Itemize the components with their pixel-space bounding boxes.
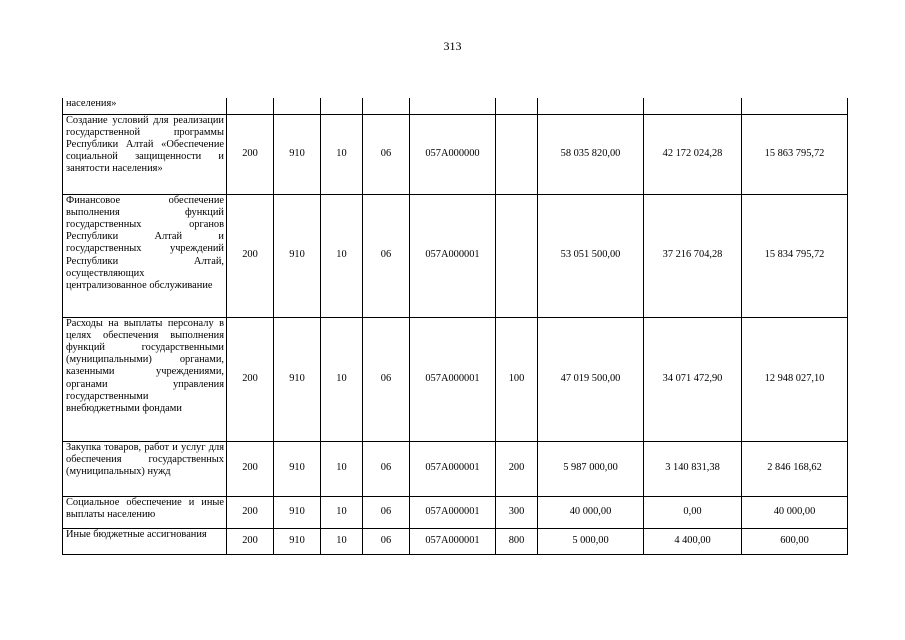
cell-col2: 910 xyxy=(274,194,321,317)
cell-col5 xyxy=(410,98,496,114)
cell-col3: 10 xyxy=(321,528,363,554)
cell-col8: 34 071 472,90 xyxy=(644,317,742,441)
cell-col9: 12 948 027,10 xyxy=(742,317,848,441)
row-name: Расходы на выплаты персоналу в целях обеспечения выполнения функций государственными (муниципальными) органами, казенными учреждениями, органами управления государственными внебюджетными фондами xyxy=(66,317,224,414)
cell-col1: 200 xyxy=(227,194,274,317)
cell-col4: 06 xyxy=(363,194,410,317)
cell-col1: 200 xyxy=(227,114,274,194)
row-name-cell xyxy=(63,114,227,194)
cell-col2: 910 xyxy=(274,441,321,496)
cell-col6 xyxy=(496,114,538,194)
cell-col9: 15 863 795,72 xyxy=(742,114,848,194)
cell-col4 xyxy=(363,98,410,114)
table-row xyxy=(63,194,848,317)
row-name: Социальное обеспечение и иные выплаты населению xyxy=(66,496,224,520)
cell-col7 xyxy=(538,98,644,114)
cell-col7: 58 035 820,00 xyxy=(538,114,644,194)
cell-col2: 910 xyxy=(274,496,321,528)
row-name-cell xyxy=(63,98,227,114)
cell-col3: 10 xyxy=(321,194,363,317)
cell-col9: 15 834 795,72 xyxy=(742,194,848,317)
cell-col9: 40 000,00 xyxy=(742,496,848,528)
row-name: Закупка товаров, работ и услуг для обеспечения государственных (муниципальных) нужд xyxy=(66,441,224,477)
cell-col4: 06 xyxy=(363,441,410,496)
cell-col6 xyxy=(496,194,538,317)
row-name-cell xyxy=(63,528,227,554)
cell-col1: 200 xyxy=(227,317,274,441)
cell-col7: 47 019 500,00 xyxy=(538,317,644,441)
row-name: Иные бюджетные ассигнования xyxy=(66,528,207,540)
cell-col5: 057А000001 xyxy=(410,528,496,554)
row-name: Создание условий для реализации государственной программы Республики Алтай «Обеспечение социальной защищенности и занятости населения» xyxy=(66,114,224,175)
cell-col8: 0,00 xyxy=(644,496,742,528)
cell-col4: 06 xyxy=(363,496,410,528)
page-number: 313 xyxy=(443,39,462,53)
cell-col6: 800 xyxy=(496,528,538,554)
row-name: Финансовое обеспечение выполнения функций государственных органов Республики Алтай и государственных учреждений Республики Алтай, осуществляющих централизованное обслуживание xyxy=(66,194,224,291)
cell-col8 xyxy=(644,98,742,114)
cell-col2: 910 xyxy=(274,528,321,554)
cell-col8: 3 140 831,38 xyxy=(644,441,742,496)
cell-col7: 53 051 500,00 xyxy=(538,194,644,317)
cell-col3: 10 xyxy=(321,496,363,528)
row-name: населения» xyxy=(66,98,117,109)
cell-col7: 5 000,00 xyxy=(538,528,644,554)
cell-col2: 910 xyxy=(274,114,321,194)
cell-col3: 10 xyxy=(321,441,363,496)
cell-col3: 10 xyxy=(321,114,363,194)
cell-col8: 37 216 704,28 xyxy=(644,194,742,317)
cell-col4: 06 xyxy=(363,528,410,554)
cell-col9: 2 846 168,62 xyxy=(742,441,848,496)
cell-col9: 600,00 xyxy=(742,528,848,554)
cell-col1: 200 xyxy=(227,441,274,496)
cell-col4: 06 xyxy=(363,114,410,194)
cell-col8: 4 400,00 xyxy=(644,528,742,554)
cell-col5: 057А000001 xyxy=(410,194,496,317)
cell-col1: 200 xyxy=(227,496,274,528)
row-name-cell xyxy=(63,317,227,441)
table-row xyxy=(63,114,848,194)
table-row xyxy=(63,441,848,496)
cell-col6: 100 xyxy=(496,317,538,441)
cell-col1: 200 xyxy=(227,528,274,554)
row-name-cell xyxy=(63,194,227,317)
cell-col6: 200 xyxy=(496,441,538,496)
cell-col7: 40 000,00 xyxy=(538,496,644,528)
cell-col2: 910 xyxy=(274,317,321,441)
cell-col6 xyxy=(496,98,538,114)
cell-col5: 057А000001 xyxy=(410,441,496,496)
cell-col3 xyxy=(321,98,363,114)
cell-col6: 300 xyxy=(496,496,538,528)
cell-col4: 06 xyxy=(363,317,410,441)
cell-col5: 057А000000 xyxy=(410,114,496,194)
table-row xyxy=(63,496,848,528)
cell-col8: 42 172 024,28 xyxy=(644,114,742,194)
budget-table xyxy=(62,98,848,555)
cell-col9 xyxy=(742,98,848,114)
row-name-cell xyxy=(63,441,227,496)
cell-col7: 5 987 000,00 xyxy=(538,441,644,496)
cell-col3: 10 xyxy=(321,317,363,441)
cell-col2 xyxy=(274,98,321,114)
cell-col1 xyxy=(227,98,274,114)
table-row xyxy=(63,98,848,114)
cell-col5: 057А000001 xyxy=(410,496,496,528)
table-row xyxy=(63,317,848,441)
cell-col5: 057А000001 xyxy=(410,317,496,441)
table-row xyxy=(63,528,848,554)
row-name-cell xyxy=(63,496,227,528)
